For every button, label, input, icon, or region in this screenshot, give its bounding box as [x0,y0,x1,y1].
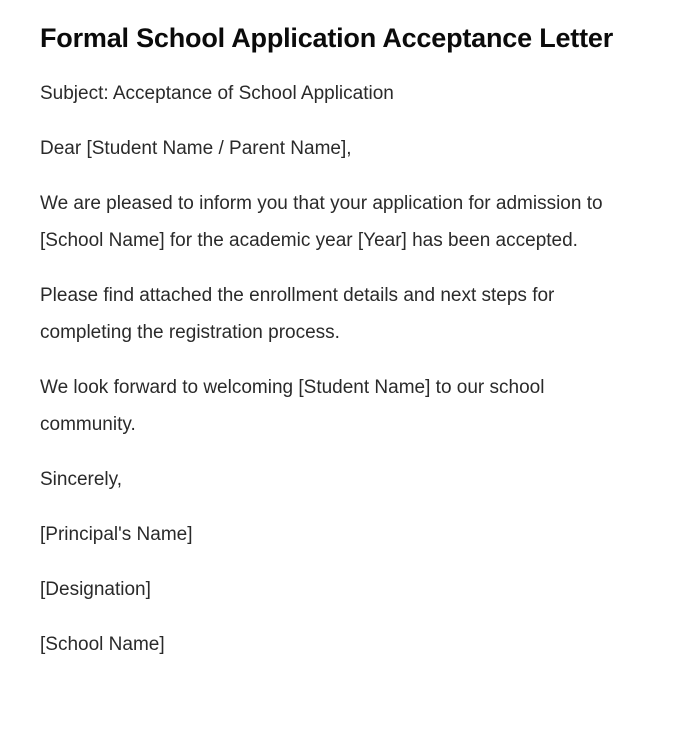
paragraph-acceptance: We are pleased to inform you that your application for admission to [School Name] for the academic year [Year] has been accepted. [40,193,603,251]
signature-school: [School Name] [40,634,165,655]
page-title: Formal School Application Acceptance Letter [40,23,614,53]
paragraph-welcome: We look forward to welcoming [Student Name] to our school community. [40,377,545,435]
signature-name: [Principal's Name] [40,524,193,545]
signature-designation: [Designation] [40,579,151,600]
closing-line: Sincerely, [40,469,123,490]
salutation-line: Dear [Student Name / Parent Name], [40,138,352,159]
paragraph-enrollment: Please find attached the enrollment details and next steps for completing the registration process. [40,285,555,343]
subject-line: Subject: Acceptance of School Application [40,83,394,104]
